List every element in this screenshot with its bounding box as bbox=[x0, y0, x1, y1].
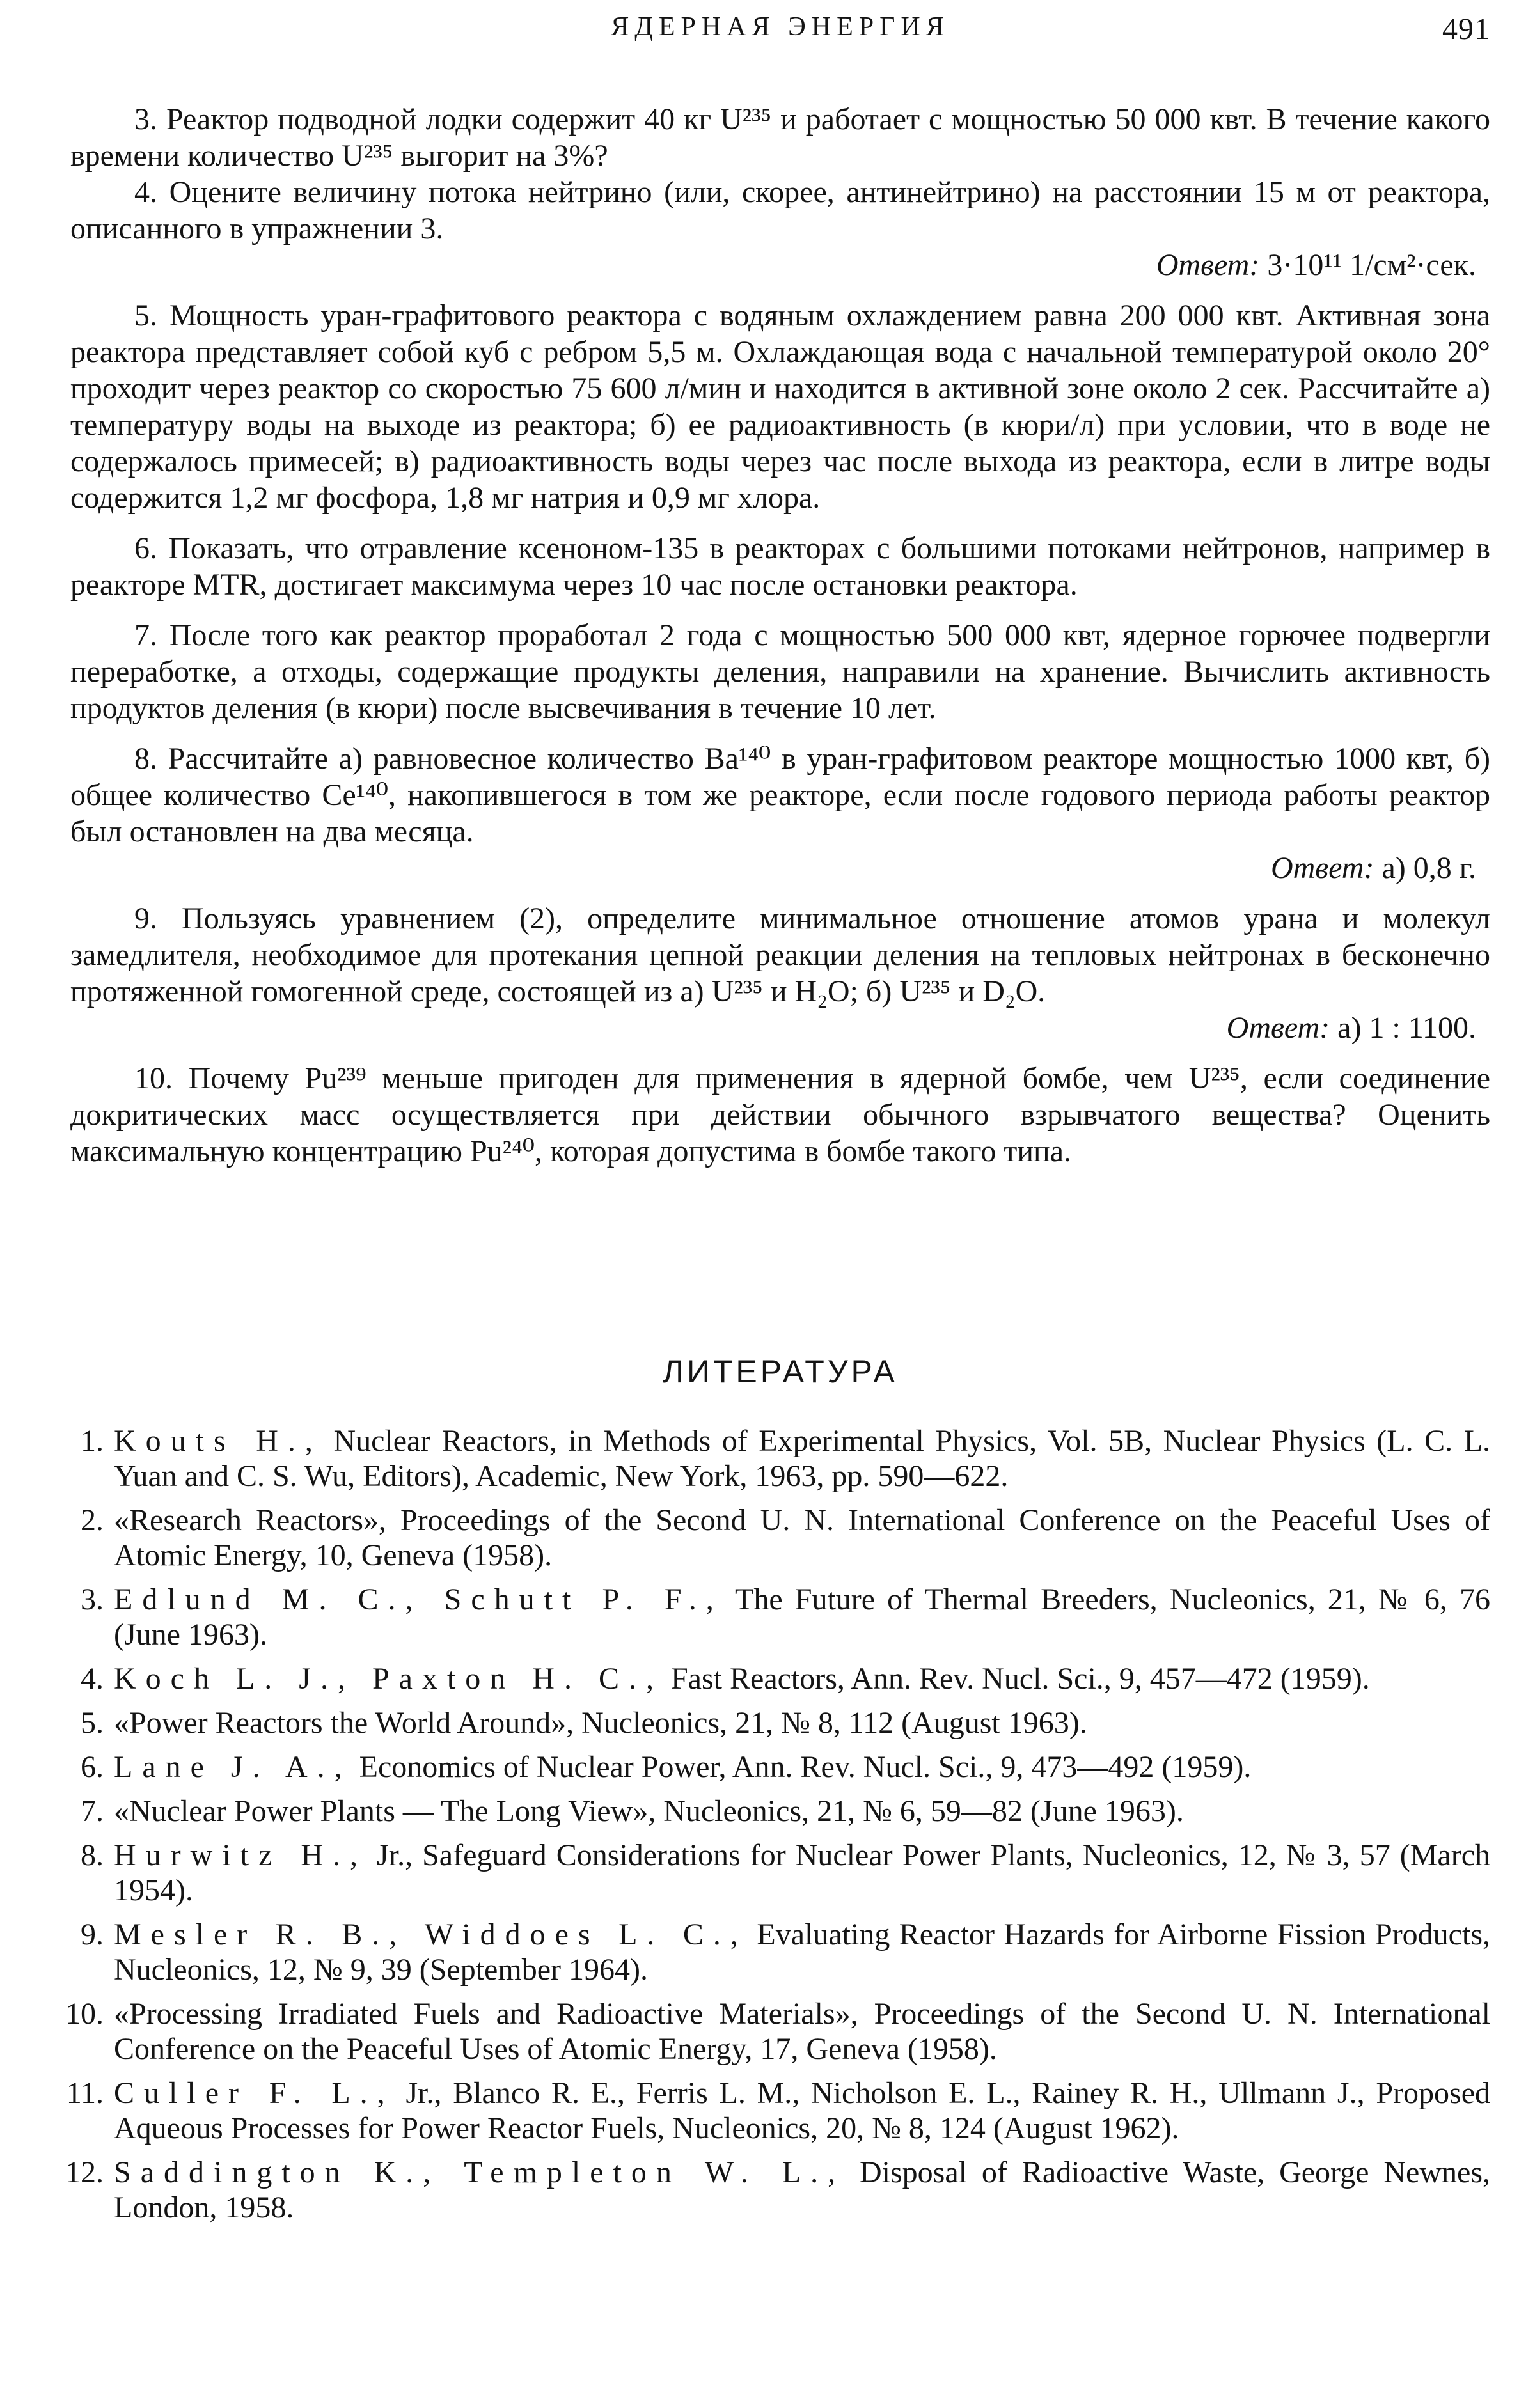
reference-text: Jr., Blanco R. E., Ferris L. M., Nicholson E. L., Rainey R. H., Ullmann J., Proposed Aqueous Processes for Power Reactor Fuels, Nucleonics, 20, № 8, 124 (August 1962). bbox=[114, 2076, 1491, 2145]
exercise-text: 7. После того как реактор проработал 2 года с мощностью 500 000 квт, ядерное горючее подвергли переработке, а отходы, содержащие продукты деления, направили на хранение. Вычислить активность продуктов деления (в кюри) после высвечивания в течение 10 лет. bbox=[70, 618, 1490, 725]
reference-text: Disposal of Radioactive Waste, George Newnes, London, 1958. bbox=[114, 2155, 1491, 2224]
reference-text: «Processing Irradiated Fuels and Radioactive Materials», Proceedings of the Second U. N. International Conference on the Peaceful Uses of Atomic Energy, 17, Geneva (1958). bbox=[114, 1997, 1490, 2066]
reference-text: «Research Reactors», Proceedings of the Second U. N. International Conference on the Peaceful Uses of Atomic Energy, 10, Geneva (1958). bbox=[114, 1503, 1490, 1572]
reference-item bbox=[66, 2076, 1491, 2146]
reference-item bbox=[70, 1794, 1490, 1829]
literature-heading: ЛИТЕРАТУРА bbox=[663, 1354, 898, 1389]
reference-number: 9. bbox=[81, 1918, 104, 1951]
reference-item bbox=[70, 1423, 1490, 1494]
reference-number: 7. bbox=[81, 1794, 104, 1828]
running-title: ЯДЕРНАЯ ЭНЕРГИЯ bbox=[611, 12, 950, 42]
reference-list bbox=[65, 1423, 1491, 2234]
exercise-text: 10. Почему Pu²³⁹ меньше пригоден для применения в ядерной бомбе, чем U²³⁵, если соединение докритических масс осуществляется при действии обычного взрывчатого вещества? Оценить максимальную концентрацию Pu²⁴⁰, которая допустима в бомбе такого типа. bbox=[70, 1061, 1490, 1168]
exercises-section bbox=[70, 101, 1490, 1184]
reference-number: 4. bbox=[81, 1662, 104, 1696]
reference-text: The Future of Thermal Breeders, Nucleonics, 21, № 6, 76 (June 1963). bbox=[114, 1583, 1491, 1652]
reference-text: Nuclear Reactors, in Methods of Experimental Physics, Vol. 5B, Nuclear Physics (L. C. L. Yuan and C. S. Wu, Editors), Academic, New York, 1963, pp. 590—622. bbox=[114, 1424, 1491, 1493]
reference-item bbox=[70, 1582, 1490, 1652]
answer-value: а) 1 : 1100. bbox=[1337, 1011, 1476, 1045]
page-number: 491 bbox=[1442, 12, 1490, 46]
answer-value: а) 0,8 г. bbox=[1382, 851, 1476, 885]
exercise-3 bbox=[70, 101, 1490, 174]
running-header bbox=[70, 9, 1490, 47]
exercise-text: 8. Рассчитайте а) равновесное количество Ba¹⁴⁰ в уран-графитовом реакторе мощностью 1000 квт, б) общее количество Ce¹⁴⁰, накопившегося в том же реакторе, если после годового периода работы реактор был остановлен на два месяца. bbox=[70, 742, 1490, 848]
exercise-10 bbox=[70, 1060, 1490, 1169]
reference-number: 10. bbox=[65, 1997, 104, 2031]
reference-text: «Nuclear Power Plants — The Long View», Nucleonics, 21, № 6, 59—82 (June 1963). bbox=[114, 1794, 1184, 1828]
answer-label: Ответ: bbox=[1270, 851, 1374, 885]
reference-item bbox=[65, 1996, 1490, 2067]
exercise-answer bbox=[70, 247, 1490, 283]
reference-item bbox=[70, 1917, 1490, 1987]
reference-text: Economics of Nuclear Power, Ann. Rev. Nucl. Sci., 9, 473—492 (1959). bbox=[359, 1750, 1252, 1784]
reference-authors: Mesler R. B., Widdoes L. C., bbox=[114, 1918, 748, 1951]
reference-number: 3. bbox=[81, 1583, 104, 1616]
reference-item bbox=[70, 1838, 1490, 1908]
reference-number: 12. bbox=[65, 2155, 104, 2189]
reference-authors: Hurwitz H., bbox=[114, 1838, 367, 1872]
exercise-answer bbox=[70, 1010, 1490, 1046]
reference-authors: Edlund M. C., Schutt P. F., bbox=[114, 1583, 723, 1616]
answer-label: Ответ: bbox=[1156, 248, 1260, 282]
reference-number: 2. bbox=[81, 1503, 104, 1537]
reference-authors: Lane J. A., bbox=[114, 1750, 352, 1784]
answer-label: Ответ: bbox=[1226, 1011, 1330, 1045]
exercise-6 bbox=[70, 530, 1490, 603]
reference-authors: Koch L. J., Paxton H. C., bbox=[114, 1662, 663, 1696]
reference-item bbox=[70, 1749, 1490, 1785]
reference-number: 6. bbox=[81, 1750, 104, 1784]
reference-number: 11. bbox=[66, 2076, 104, 2110]
reference-text: Jr., Safeguard Considerations for Nuclear Power Plants, Nucleonics, 12, № 3, 57 (March 1954). bbox=[114, 1838, 1491, 1907]
reference-authors: Kouts H., bbox=[114, 1424, 322, 1458]
exercise-text: 9. Пользуясь уравнением (2), определите минимальное отношение атомов урана и молекул замедлителя, необходимое для протекания цепной реакции деления на тепловых нейтронах в бесконечно протяженной гомогенной среде, состоящей из а) U²³⁵ и H₂O; б) U²³⁵ и D₂O. bbox=[70, 902, 1490, 1008]
exercise-text: 4. Оцените величину потока нейтрино (или, скорее, антинейтрино) на расстоянии 15 м от реактора, описанного в упражнении 3. bbox=[70, 175, 1490, 246]
reference-item bbox=[65, 2155, 1491, 2225]
exercise-text: 5. Мощность уран-графитового реактора с водяным охлаждением равна 200 000 квт. Активная зона реактора представляет собой куб с ребром 5,5 м. Охлаждающая вода с начальной температурой около 20° проходит через реактор со скоростью 75 600 л/мин и находится в активной зоне около 2 сек. Рассчитайте а) температуру воды на выходе из реактора; б) ее радиоактивность (в кюри/л) при условии, что в воде не содержалось примесей; в) радиоактивность воды через час после выхода из реактора, если в литре воды содержится 1,2 мг фосфора, 1,8 мг натрия и 0,9 мг хлора. bbox=[70, 299, 1490, 515]
reference-text: «Power Reactors the World Around», Nucleonics, 21, № 8, 112 (August 1963). bbox=[114, 1706, 1087, 1740]
exercise-answer bbox=[70, 850, 1490, 886]
exercise-text: 6. Показать, что отравление ксеноном-135 в реакторах с большими потоками нейтронов, например в реакторе MTR, достигает максимума через 10 час после остановки реактора. bbox=[70, 531, 1490, 602]
reference-authors: Saddington K., Templeton W. L., bbox=[114, 2155, 846, 2189]
exercise-8 bbox=[70, 740, 1490, 886]
exercise-4 bbox=[70, 174, 1490, 283]
reference-item bbox=[70, 1503, 1490, 1573]
reference-item bbox=[70, 1705, 1490, 1740]
reference-number: 5. bbox=[81, 1706, 104, 1740]
reference-number: 1. bbox=[81, 1424, 104, 1458]
reference-number: 8. bbox=[81, 1838, 104, 1872]
reference-authors: Culler F. L., bbox=[114, 2076, 395, 2110]
answer-value: 3·10¹¹ 1/см²·сек. bbox=[1267, 248, 1476, 282]
book-page bbox=[65, 0, 1491, 2408]
exercise-text: 3. Реактор подводной лодки содержит 40 кг U²³⁵ и работает с мощностью 50 000 квт. В течение какого времени количество U²³⁵ выгорит на 3%? bbox=[70, 102, 1490, 173]
reference-text: Fast Reactors, Ann. Rev. Nucl. Sci., 9, 457—472 (1959). bbox=[670, 1662, 1370, 1696]
reference-text: Evaluating Reactor Hazards for Airborne Fission Products, Nucleonics, 12, № 9, 39 (September 1964). bbox=[114, 1918, 1490, 1987]
reference-item bbox=[70, 1661, 1490, 1696]
exercise-7 bbox=[70, 617, 1490, 726]
exercise-9 bbox=[70, 900, 1490, 1046]
exercise-5 bbox=[70, 297, 1490, 516]
